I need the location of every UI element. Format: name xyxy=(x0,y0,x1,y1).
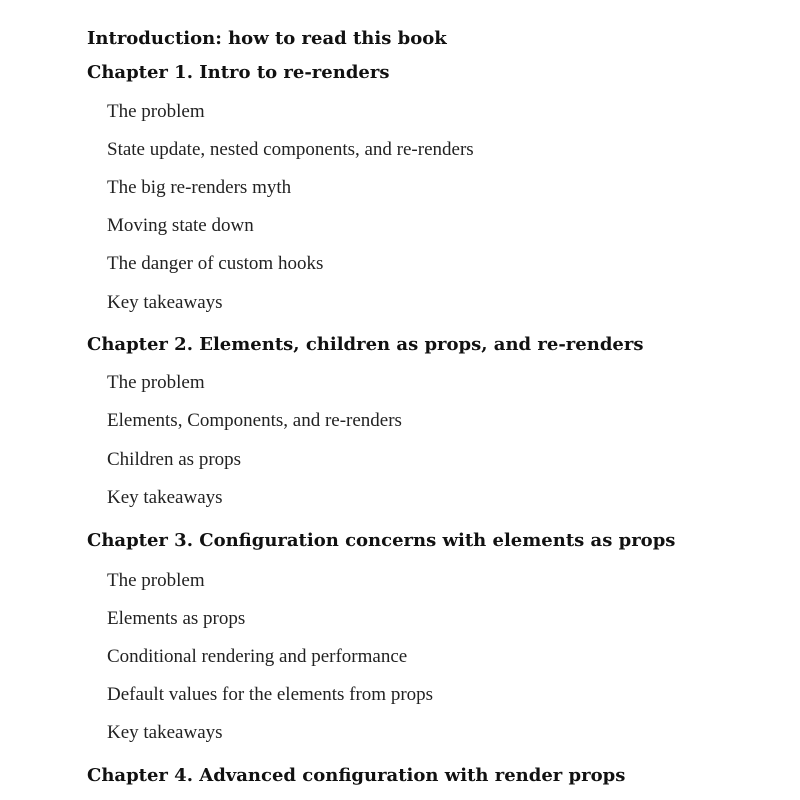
toc-chapter-3-section-5[interactable]: Key takeaways xyxy=(107,722,223,743)
toc-chapter-2-section-3[interactable]: Children as props xyxy=(107,449,242,470)
toc-chapter-4-title[interactable]: Chapter 4. Advanced configuration with render props xyxy=(87,765,626,786)
toc-chapter-1-section-2[interactable]: State update, nested components, and re-renders xyxy=(107,139,474,160)
toc-chapter-2-title[interactable]: Chapter 2. Elements, children as props, and re-renders xyxy=(87,334,644,355)
toc-chapter-2-section-2[interactable]: Elements, Components, and re-renders xyxy=(107,410,402,431)
toc-chapter-1-section-4[interactable]: Moving state down xyxy=(107,215,254,236)
toc-chapter-1-section-6[interactable]: Key takeaways xyxy=(107,292,223,313)
toc-chapter-2-section-4[interactable]: Key takeaways xyxy=(107,487,223,508)
toc-chapter-1-section-3[interactable]: The big re-renders myth xyxy=(107,177,292,198)
toc-chapter-1-section-5[interactable]: The danger of custom hooks xyxy=(107,253,324,274)
toc-chapter-1-section-1[interactable]: The problem xyxy=(107,101,205,122)
toc-chapter-2-section-1[interactable]: The problem xyxy=(107,372,205,393)
toc-chapter-3-section-2[interactable]: Elements as props xyxy=(107,608,246,629)
toc-chapter-3-section-4[interactable]: Default values for the elements from props xyxy=(107,684,434,705)
toc-chapter-3-title[interactable]: Chapter 3. Configuration concerns with elements as props xyxy=(87,530,676,551)
toc-chapter-3-section-3[interactable]: Conditional rendering and performance xyxy=(107,646,408,667)
toc-introduction[interactable]: Introduction: how to read this book xyxy=(87,28,447,49)
toc-chapter-3-section-1[interactable]: The problem xyxy=(107,570,205,591)
toc-chapter-1-title[interactable]: Chapter 1. Intro to re-renders xyxy=(87,62,390,83)
